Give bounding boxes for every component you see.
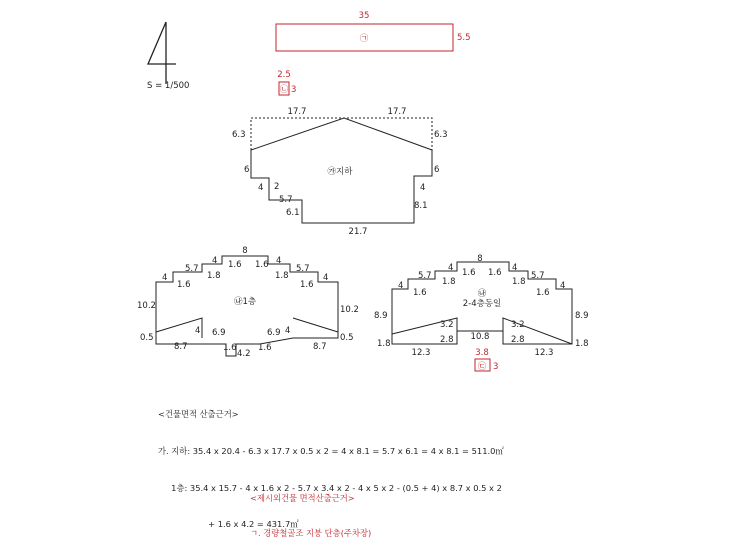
notes-line: + 1.6 x 4.2 = 431.7㎡ <box>158 519 299 530</box>
floor24-dim: 5.7 <box>531 271 545 281</box>
floor24-dim: 12.3 <box>534 348 554 358</box>
red-notes-heading: <제시외건물 면적산출근거> <box>250 493 355 504</box>
floor24-dim: 1.6 <box>462 268 476 278</box>
basement-dim: 5.7 <box>279 195 293 205</box>
basement-dim: 8.1 <box>414 201 428 211</box>
floor24-dim: 1.6 <box>413 288 427 298</box>
floor1-dim: 0.5 <box>140 333 154 343</box>
basement-dim: 6.3 <box>232 130 246 140</box>
floor1-dim: 10.2 <box>340 305 359 315</box>
floor1-dim: 10.2 <box>137 301 156 311</box>
basement-dim: 6.3 <box>434 130 448 140</box>
floor1-dim: 1.6 <box>228 260 242 270</box>
floor24-dim: 2.8 <box>440 335 454 345</box>
floor1-dim: 4 <box>195 326 201 336</box>
annex-b-mark: ㉡ <box>279 85 289 95</box>
floor24-plan-name-sub: 2-4층동일 <box>462 299 502 309</box>
annex-c-height-label: 3 <box>493 362 499 372</box>
floor24-dim: 8.9 <box>575 311 589 321</box>
floor1-dim: 4 <box>285 326 291 336</box>
floor1-dim: 1.6 <box>223 343 237 353</box>
floor1-dim: 6.9 <box>267 328 281 338</box>
floor24-dim: 1.8 <box>442 277 456 287</box>
annex-b-width-label: 2.5 <box>277 70 291 80</box>
notes-line: 가. 지하: 35.4 x 20.4 - 6.3 x 17.7 x 0.5 x 2 = 4 x 8.1 = 5.7 x 6.1 = 4 x 8.1 = 511.0㎡ <box>158 446 504 457</box>
floor1-dim: 1.6 <box>300 280 314 290</box>
notes-heading: <건물면적 산출근거> <box>158 409 239 420</box>
floor1-dim: 4 <box>276 256 282 266</box>
floor1-dim: 4 <box>162 273 168 283</box>
floor24-dim: 1.8 <box>377 339 391 349</box>
floor1-dim: 0.5 <box>340 333 354 343</box>
annex-c-width-label: 3.8 <box>475 348 489 358</box>
floor1-dim: 4.2 <box>237 349 251 359</box>
floor24-dim: 10.8 <box>470 332 490 342</box>
floor24-dim: 3.2 <box>511 320 525 330</box>
basement-dim: 17.7 <box>287 107 307 117</box>
floor24-dim: 5.7 <box>418 271 432 281</box>
floor24-dim: 4 <box>448 263 454 273</box>
basement-dim: 4 <box>258 183 264 193</box>
floor1-dim: 1.8 <box>207 271 221 281</box>
north-arrow-icon <box>148 22 176 84</box>
floor1-dim: 5.7 <box>185 264 199 274</box>
floor1-dim: 4 <box>323 273 329 283</box>
floor24-dim: 8.9 <box>374 311 388 321</box>
floor24-dim: 12.3 <box>411 348 431 358</box>
basement-dim: 6 <box>244 165 250 175</box>
floor1-dim: 6.9 <box>212 328 226 338</box>
basement-dim: 6 <box>434 165 440 175</box>
floor1-dim: 5.7 <box>296 264 310 274</box>
annex-a-width-label: 35 <box>358 11 370 21</box>
annex-a-height-label: 5.5 <box>457 33 471 43</box>
floor24-dim: 4 <box>512 263 518 273</box>
annex-b-height-label: 3 <box>291 85 297 95</box>
floor24-dim: 1.6 <box>488 268 502 278</box>
floor1-dim: 4 <box>212 256 218 266</box>
floor1-dim: 8.7 <box>313 342 327 352</box>
floor1-dim: 8.7 <box>174 342 188 352</box>
floor24-dim: 1.8 <box>575 339 589 349</box>
notes-line: 1층: 35.4 x 15.7 - 4 x 1.6 x 2 - 5.7 x 3.4 x 2 - 4 x 5 x 2 - (0.5 + 4) x 8.7 x 0.5 x 2 <box>158 482 502 493</box>
floor24-dim: 4 <box>560 281 566 291</box>
floor24-dim: 8 <box>477 254 483 264</box>
basement-dim: 2 <box>274 182 280 192</box>
annex-area-notes <box>250 470 398 552</box>
annex-c-mark: ㉢ <box>477 362 487 372</box>
floor1-plan-name: ㉯1층 <box>233 297 257 307</box>
floor24-dim: 3.2 <box>440 320 454 330</box>
floor1-dim: 1.6 <box>255 260 269 270</box>
basement-dim: 4 <box>420 183 426 193</box>
floor1-dim: 1.6 <box>177 280 191 290</box>
floor1-dim: 1.6 <box>258 343 272 353</box>
floor24-dim: 1.8 <box>512 277 526 287</box>
red-notes-line: ㄱ. 경량철골조 지붕 단층(주차장) <box>250 527 372 538</box>
floor24-dim: 1.6 <box>536 288 550 298</box>
floor24-dim: 2.8 <box>511 335 525 345</box>
scale-label: S = 1/500 <box>147 81 190 91</box>
floor1-dim: 8 <box>242 246 248 256</box>
basement-dim: 6.1 <box>286 208 300 218</box>
floor1-dim: 1.8 <box>275 271 289 281</box>
basement-dim: 21.7 <box>348 227 368 237</box>
floor24-plan-name: ㉯ <box>477 289 487 299</box>
annex-a-mark: ㉠ <box>359 34 369 44</box>
basement-dim: 17.7 <box>387 107 407 117</box>
floor24-dim: 4 <box>398 281 404 291</box>
basement-plan-name: ㉮지하 <box>327 167 353 177</box>
